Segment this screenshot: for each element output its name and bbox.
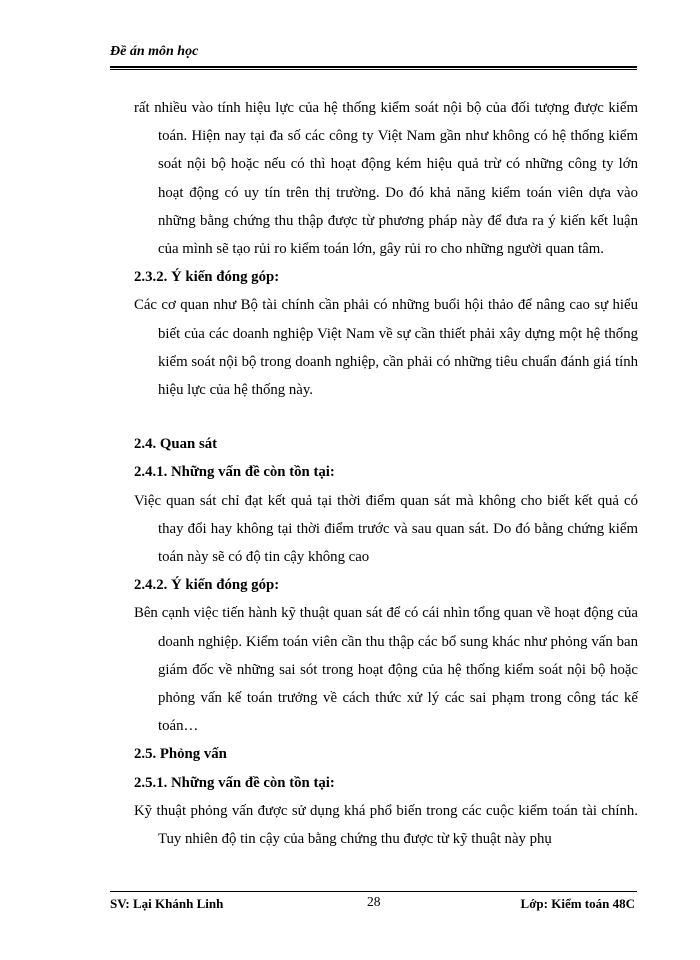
heading-2-5: 2.5. Phỏng vấn (134, 746, 227, 763)
header-rule-thin (110, 69, 637, 70)
page-header-title: Đề án môn học (110, 44, 199, 59)
paragraph-2-3-2: Các cơ quan như Bộ tài chính cần phải có những buổi hội thảo để nâng cao sự hiểu biết của các doanh nghiệp Việt Nam về sự cần thiết phải xây dựng một hệ thống kiểm soát nội bộ trong doanh nghiệp, cần phải có những tiêu chuẩn đánh giá tính hiệu lực của hệ thống này. (134, 297, 638, 399)
heading-2-5-1: 2.5.1. Những vấn đề còn tồn tại: (134, 774, 335, 791)
paragraph-2-5-1: Kỹ thuật phỏng vấn được sử dụng khá phổ biến trong các cuộc kiểm toán tài chính. Tuy nhiên độ tin cậy của bằng chứng thu được từ kỹ thuật này phụ (134, 802, 638, 848)
section-gap (134, 404, 638, 430)
page-number: 28 (367, 894, 381, 909)
document-body (134, 94, 638, 853)
footer-class: Lớp: Kiểm toán 48C (520, 896, 635, 911)
footer-student-name: SV: Lại Khánh Linh (110, 896, 224, 911)
heading-2-4-2: 2.4.2. Ý kiến đóng góp: (134, 577, 280, 594)
header-rule (110, 66, 637, 68)
paragraph-2-4-1: Việc quan sát chỉ đạt kết quả tại thời điểm quan sát mà không cho biết kết quả có thay đổi hay không tại thời điểm trước và sau quan sát. Do đó bằng chứng kiểm toán này sẽ có độ tin cậy không cao (134, 492, 638, 566)
page-footer (110, 896, 637, 916)
paragraph-2-4-2: Bên cạnh việc tiến hành kỹ thuật quan sát để có cái nhìn tổng quan về hoạt động của doanh nghiệp. Kiểm toán viên cần thu thập các bổ sung khác như phỏng vấn ban giám đốc về những sai sót trong hoạt động của hệ thống kiểm soát nội bộ hoặc phỏng vấn kế toán trưởng về cách thức xử lý các sai phạm trong công tác kế toán… (134, 605, 638, 735)
heading-2-4: 2.4. Quan sát (134, 436, 218, 453)
heading-2-4-1: 2.4.1. Những vấn đề còn tồn tại: (134, 464, 335, 481)
paragraph-continued: rất nhiều vào tính hiệu lực của hệ thống kiểm soát nội bộ của đối tượng được kiểm toán. Hiện nay tại đa số các công ty Việt Nam gần như không có hệ thống kiểm soát nội bộ hoặc nếu có thì hoạt động kém hiệu quả trừ có những công ty lớn hoạt động có uy tín trên thị trường. Do đó khả năng kiểm toán viên dựa vào những bằng chứng thu thập được từ phương pháp này để đưa ra ý kiến kết luận của mình sẽ tạo rủi ro kiểm toán lớn, gây rủi ro cho những người quan tâm. (134, 100, 638, 258)
heading-2-3-2: 2.3.2. Ý kiến đóng góp: (134, 269, 280, 286)
footer-rule (110, 891, 637, 892)
